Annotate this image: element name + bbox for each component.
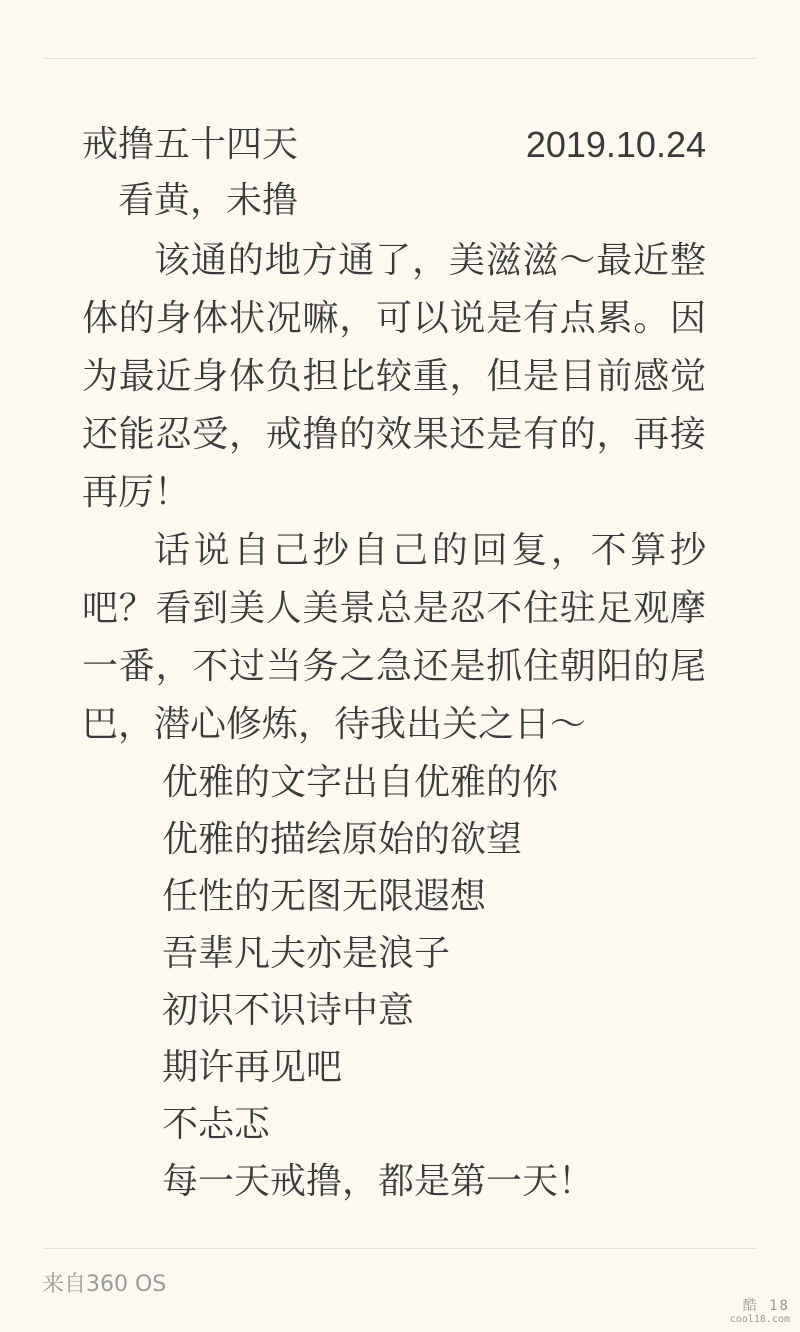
poem-line: 每一天戒撸，都是第一天！ <box>162 1161 595 1202</box>
poem-line: 吾辈凡夫亦是浪子 <box>162 933 451 974</box>
bottom-divider <box>44 1248 756 1249</box>
post-date: 2019.10.24 <box>525 124 706 165</box>
post-content <box>82 118 706 1210</box>
post-source: 来自360 OS <box>42 1272 167 1297</box>
poem-line: 不忐忑 <box>162 1104 271 1145</box>
post-header <box>82 118 706 172</box>
post-subtitle: 看黄，未撸 <box>118 180 299 221</box>
poem-line: 期许再见吧 <box>162 1047 343 1088</box>
poem-line: 优雅的描绘原始的欲望 <box>162 819 523 860</box>
site-watermark <box>710 1298 790 1328</box>
poem <box>162 754 706 1210</box>
top-divider <box>44 58 756 59</box>
poem-line: 优雅的文字出自优雅的你 <box>162 762 559 803</box>
poem-line: 初识不识诗中意 <box>162 990 415 1031</box>
post-title: 戒撸五十四天 <box>82 124 299 165</box>
poem-line: 任性的无图无限遐想 <box>162 876 487 917</box>
post-paragraph: 该通的地方通了，美滋滋～最近整体的身体状况嘛，可以说是有点累。因为最近身体负担比较重，但是目前感觉还能忍受，戒撸的效果还是有的，再接再厉！ <box>82 240 706 513</box>
watermark-logo-text: 酷 18 <box>742 1298 790 1314</box>
post-paragraph: 话说自己抄自己的回复，不算抄吧？看到美人美景总是忍不住驻足观摩一番，不过当务之急还是抓住朝阳的尾巴，潜心修炼，待我出关之日～ <box>82 530 706 745</box>
watermark-url: cool18.com <box>729 1314 790 1325</box>
